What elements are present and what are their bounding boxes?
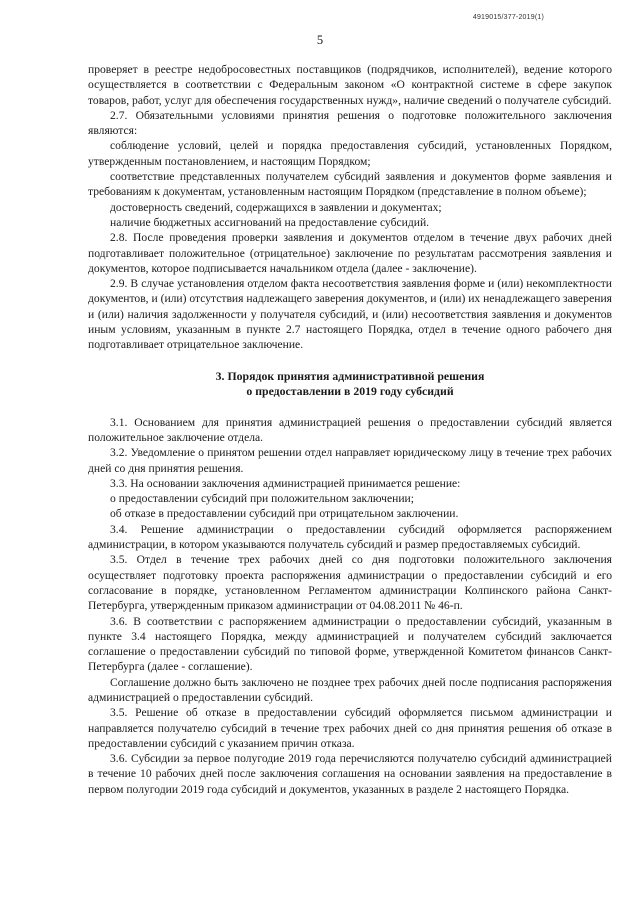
paragraph: 2.8. После проведения проверки заявления и документов отделом в течение двух рабочих дней подготавливает положительное (отрицательное) заключение по результатам рассмотрения заявления и документов, которое подписывается начальником отдела (далее - заключение).	[88, 231, 612, 275]
section-title-line-1: 3. Порядок принятия административной решения	[215, 368, 485, 383]
paragraph: 3.3. На основании заключения администрацией принимается решение:	[110, 476, 461, 490]
paragraph: 3.2. Уведомление о принятом решении отдел направляет юридическому лицу в течение трех рабочих дней со дня принятия решения.	[88, 446, 612, 475]
paragraph: 2.7. Обязательными условиями принятия решения о подготовке положительного заключения являются:	[88, 108, 612, 138]
paragraph: Соглашение должно быть заключено не позднее трех рабочих дней после подписания распоряжения администрацией о предоставлении субсидий.	[88, 675, 612, 704]
paragraph: наличие бюджетных ассигнований на предоставление субсидий.	[110, 215, 430, 229]
paragraph: об отказе в предоставлении субсидий при отрицательном заключении.	[110, 507, 459, 521]
document-body	[88, 62, 612, 797]
paragraph: 3.6. Субсидии за первое полугодие 2019 года перечисляются получателю субсидий администрацией в течение 10 рабочих дней после заключения соглашения на основании заявления на предоставление в первом полугодии 2019 года субсидий и документов, указанных в разделе 2 настоящего Порядка.	[88, 752, 612, 796]
section-title-line-2: о предоставлении в 2019 году субсидий	[246, 383, 454, 398]
document-registration-number: 4919015/377-2019(1)	[472, 14, 544, 21]
paragraph: 3.4. Решение администрации о предоставлении субсидий оформляется распоряжением администрации, в котором указываются получатель субсидий и размер предоставляемых субсидий.	[88, 522, 612, 552]
page-number: 5	[316, 33, 324, 47]
paragraph: 2.9. В случае установления отделом факта несоответствия заявления форме и (или) некомплектности документов, и (или) отсутствия надлежащего заверения документов, и (или) их ненадлежащего заверения и (или) наличия задолженности у получателя субсидий, и (или) несоответствия заявления и документов иным условиям, указанным в пункте 2.7 настоящего Порядка, отдел в течение одного рабочего дня подготавливает отрицательное заключение.	[88, 277, 612, 352]
section-heading	[88, 369, 612, 399]
paragraph: 3.5. Отдел в течение трех рабочих дней со дня подготовки положительного заключения осуществляет подготовку проекта распоряжения администрации о предоставлении субсидий и его согласование в порядке, установленном Регламентом администрации Колпинского района Санкт-Петербурга, утвержденным приказом администрации от 04.08.2011 № 46-п.	[88, 553, 612, 613]
paragraph: соблюдение условий, целей и порядка предоставления субсидий, установленных Порядком, утвержденным постановлением, и настоящим Порядком;	[88, 139, 612, 168]
paragraph: 3.6. В соответствии с распоряжением администрации о предоставлении субсидий, указанным в пункте 3.4 настоящего Порядка, между администрацией и получателем субсидий заключается соглашение о предоставлении субсидий по типовой форме, утвержденной Комитетом финансов Санкт-Петербурга (далее - соглашение).	[88, 614, 612, 674]
paragraph: достоверность сведений, содержащихся в заявлении и документах;	[110, 200, 442, 214]
paragraph: 3.1. Основанием для принятия администрацией решения о предоставлении субсидий является положительное заключение отдела.	[88, 415, 612, 444]
paragraph: проверяет в реестре недобросовестных поставщиков (подрядчиков, исполнителей), ведение которого осуществляется в соответствии с Федеральным законом «О контрактной системе в сфере закупок товаров, работ, услуг для обеспечения государственных нужд», наличие сведений о получателе субсидий.	[88, 63, 612, 107]
paragraph: о предоставлении субсидий при положительном заключении;	[110, 492, 414, 506]
paragraph: соответствие представленных получателем субсидий заявления и документов форме заявления и требованиям к документам, установленным настоящим Порядком (представление в полном объеме);	[88, 170, 612, 199]
paragraph: 3.5. Решение об отказе в предоставлении субсидий оформляется письмом администрации и направляется получателю субсидий в течение трех рабочих дней со дня принятия решения об отказе в предоставлении субсидий с указанием причин отказа.	[88, 706, 612, 750]
